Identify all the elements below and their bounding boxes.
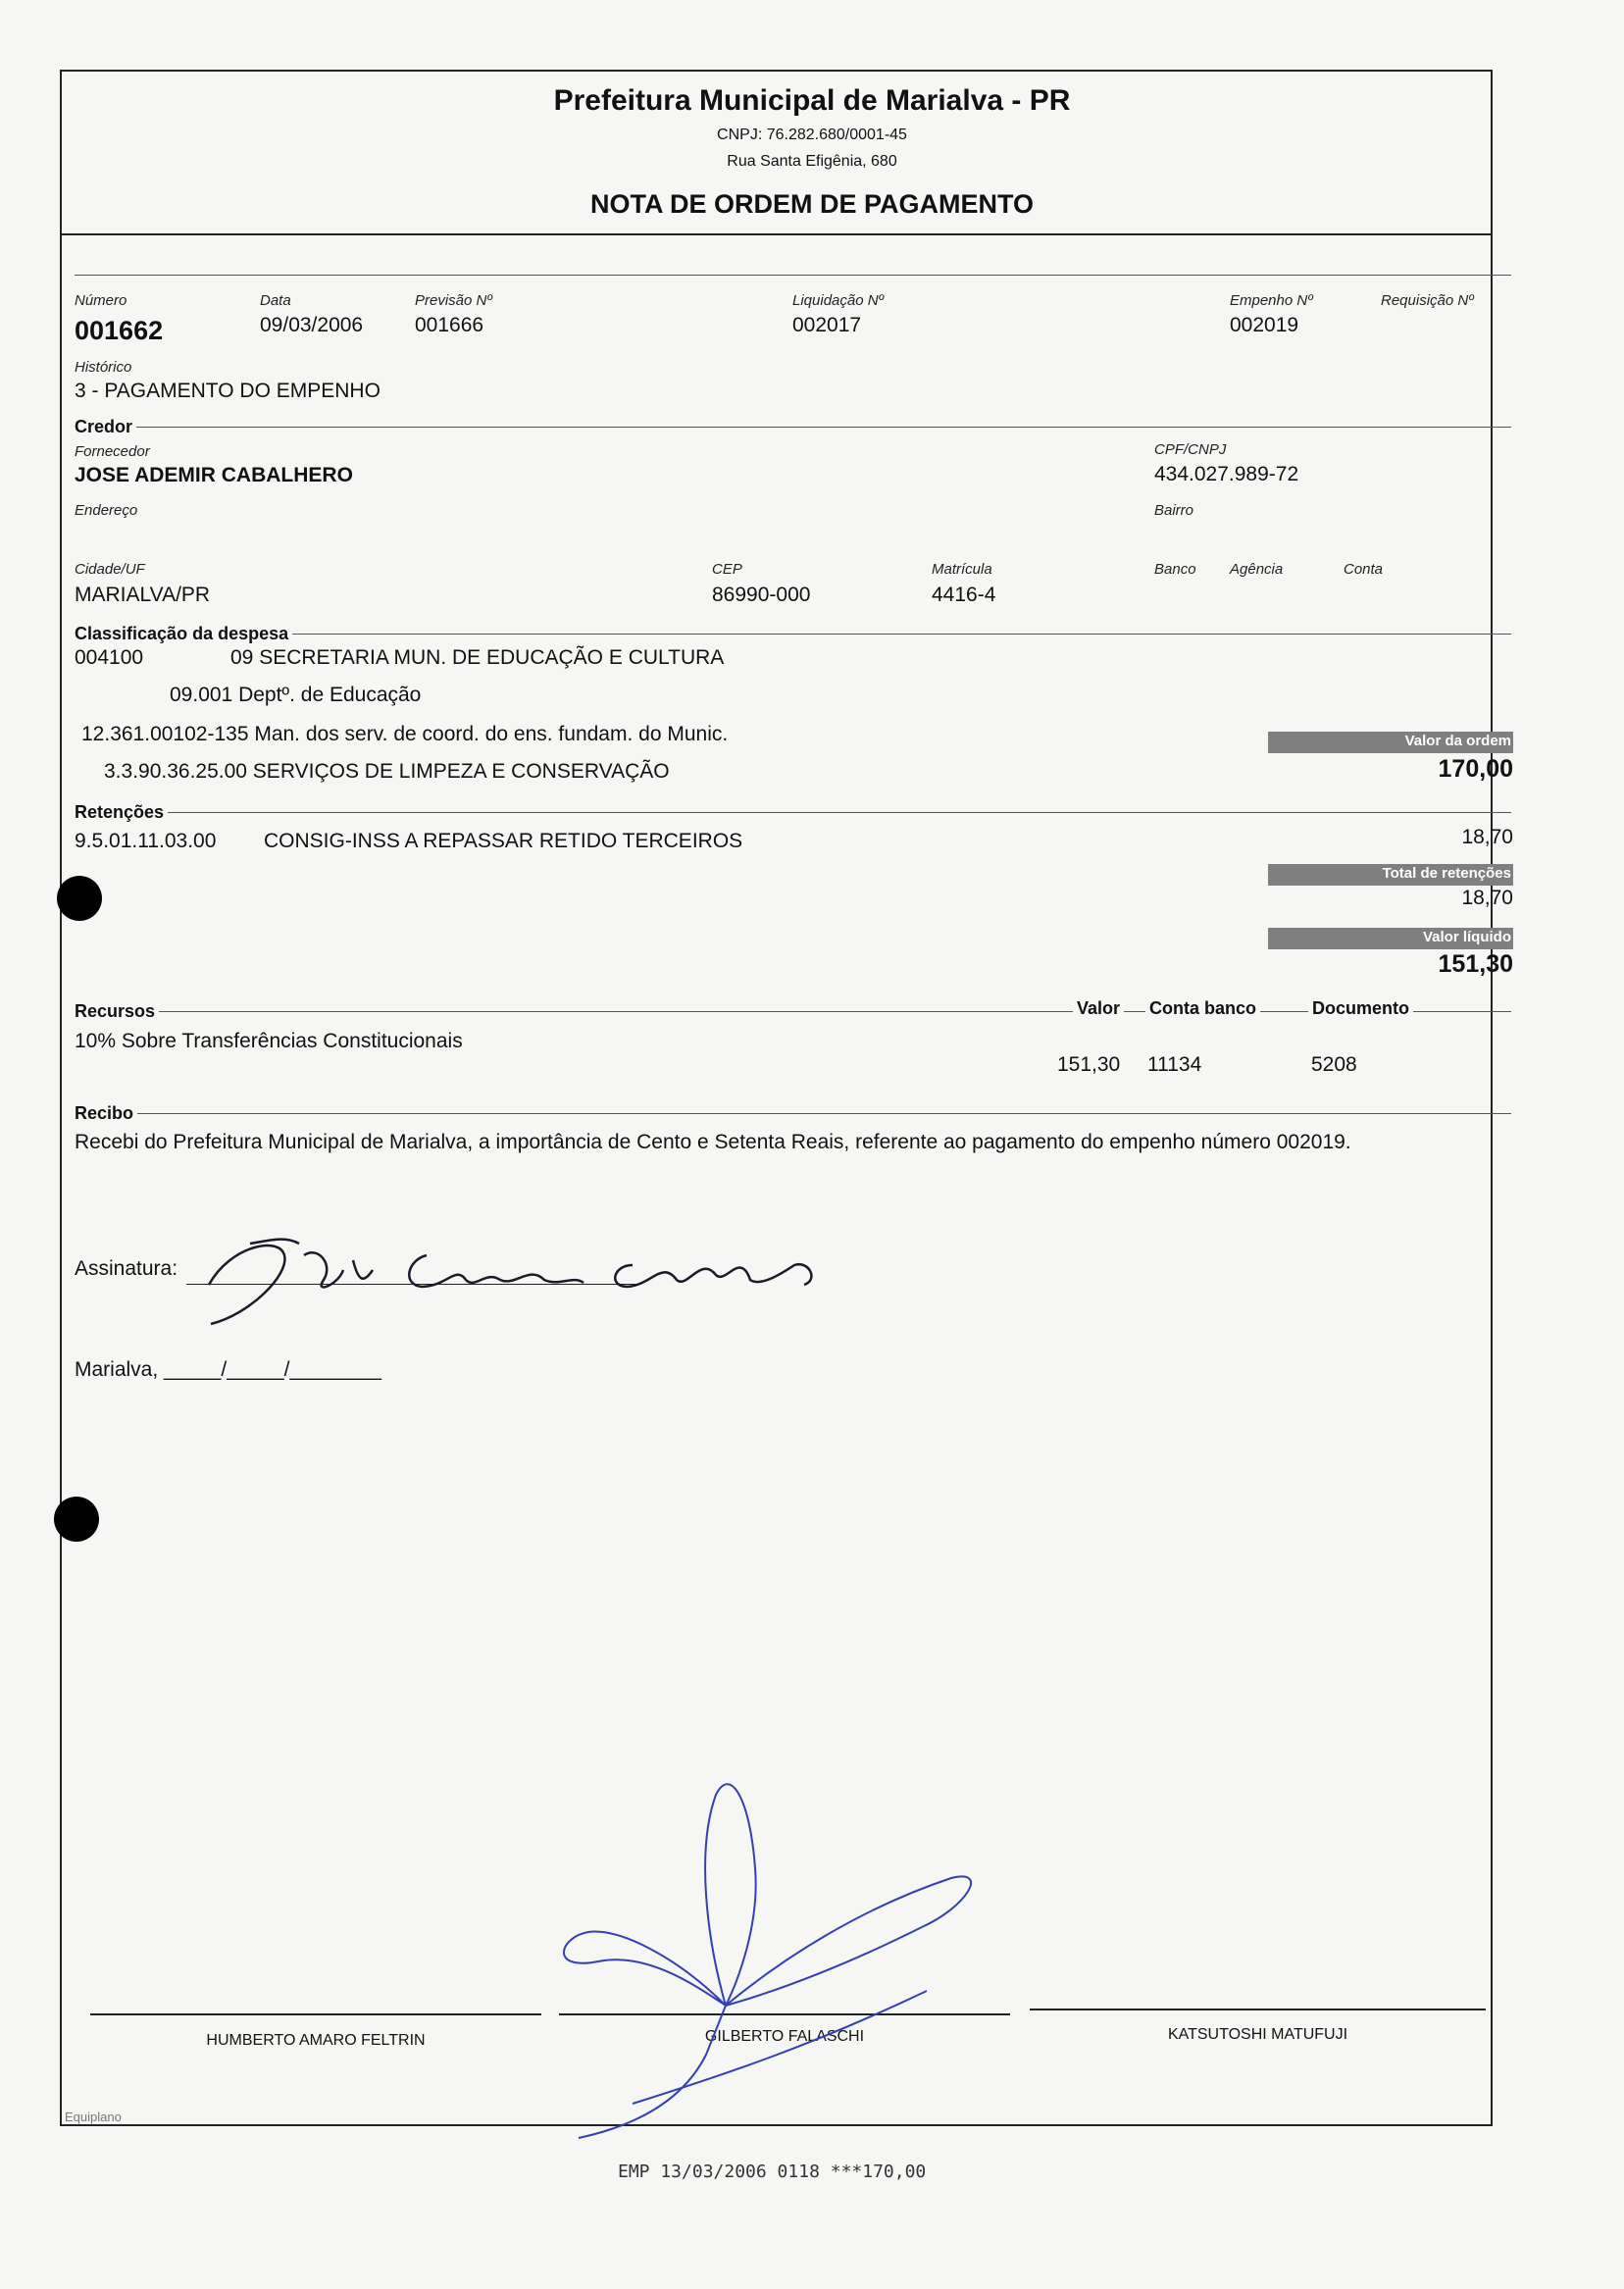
valor-ordem-label: Valor da ordem xyxy=(1404,733,1511,749)
recursos-documento: 5208 xyxy=(1311,1053,1357,1076)
recibo-text: Recebi do Prefeitura Municipal de Marialva, a importância de Cento e Setenta Reais, referente ao pagamento do empenho número 002019. xyxy=(75,1131,1351,1153)
fornecedor-label: Fornecedor xyxy=(75,443,150,460)
signatory-3: KATSUTOSHI MATUFUJI xyxy=(1167,2026,1348,2043)
punch-hole-top xyxy=(57,876,102,921)
payment-stamp: EMP 13/03/2006 0118 ***170,00 xyxy=(618,2162,927,2182)
empenho-value: 002019 xyxy=(1230,314,1299,336)
recibo-section: Recibo xyxy=(75,1103,137,1124)
recursos-desc: 10% Sobre Transferências Constitucionais xyxy=(75,1030,463,1052)
cep-value: 86990-000 xyxy=(712,584,811,606)
valor-liquido-label: Valor líquido xyxy=(1422,929,1511,945)
valor-ordem-value: 170,00 xyxy=(1438,755,1513,783)
matricula-label: Matrícula xyxy=(932,561,992,578)
total-retencoes-value: 18,70 xyxy=(1461,887,1513,909)
recibo-divider xyxy=(75,1113,1511,1114)
org-name: 09 SECRETARIA MUN. DE EDUCAÇÃO E CULTURA xyxy=(230,646,725,669)
conta-label: Conta xyxy=(1344,561,1384,578)
cep-label: CEP xyxy=(712,561,742,578)
numero-value: 001662 xyxy=(75,316,164,345)
recursos-valor: 151,30 xyxy=(1057,1053,1121,1076)
banco-label: Banco xyxy=(1154,561,1196,578)
retencoes-section: Retenções xyxy=(75,802,168,823)
previsao-label: Previsão Nº xyxy=(415,292,492,309)
header-divider xyxy=(60,233,1491,235)
org-code: 004100 xyxy=(75,646,144,669)
numero-label: Número xyxy=(75,292,127,309)
requisicao-label: Requisição Nº xyxy=(1381,292,1474,309)
address: Rua Santa Efigênia, 680 xyxy=(727,153,897,170)
recursos-conta: 11134 xyxy=(1147,1053,1202,1076)
cidade-label: Cidade/UF xyxy=(75,561,145,578)
liquidacao-label: Liquidação Nº xyxy=(792,292,885,309)
signature-line-3 xyxy=(1030,2009,1486,2010)
signatory-2: GILBERTO FALASCHI xyxy=(704,2028,865,2045)
retencao-code: 9.5.01.11.03.00 xyxy=(75,830,217,852)
historico-value: 3 - PAGAMENTO DO EMPENHO xyxy=(75,380,381,402)
document-title: NOTA DE ORDEM DE PAGAMENTO xyxy=(589,189,1034,219)
assinatura-label: Assinatura: xyxy=(75,1257,178,1280)
total-retencoes-bar xyxy=(1268,864,1513,886)
empenho-label: Empenho Nº xyxy=(1230,292,1313,309)
retencoes-divider xyxy=(75,812,1511,813)
cidade-value: MARIALVA/PR xyxy=(75,584,211,606)
signature-line-1 xyxy=(90,2013,541,2015)
matricula-value: 4416-4 xyxy=(932,584,996,606)
signatory-1: HUMBERTO AMARO FELTRIN xyxy=(206,2032,426,2049)
valor-liquido-value: 151,30 xyxy=(1438,950,1513,978)
liquidacao-value: 002017 xyxy=(792,314,862,336)
recursos-documento-header: Documento xyxy=(1308,998,1413,1019)
credor-section: Credor xyxy=(75,417,136,437)
recursos-section: Recursos xyxy=(75,1001,159,1022)
historico-label: Histórico xyxy=(75,359,132,376)
date-line: Marialva, _____/_____/________ xyxy=(75,1358,381,1381)
unit-line: 09.001 Deptº. de Educação xyxy=(170,684,422,706)
program-line: 12.361.00102-135 Man. dos serv. de coord. do ens. fundam. do Munic. xyxy=(81,723,729,745)
agencia-label: Agência xyxy=(1230,561,1284,578)
total-retencoes-label: Total de retenções xyxy=(1382,865,1511,882)
recursos-divider xyxy=(75,1011,1511,1012)
classificacao-section: Classificação da despesa xyxy=(75,624,292,644)
credor-divider xyxy=(75,427,1511,428)
valor-liquido-bar xyxy=(1268,928,1513,949)
cpf-label: CPF/CNPJ xyxy=(1154,441,1227,458)
blue-signature xyxy=(530,1760,1000,2143)
data-label: Data xyxy=(260,292,291,309)
valor-ordem-bar xyxy=(1268,732,1513,753)
cnpj: CNPJ: 76.282.680/0001-45 xyxy=(717,127,907,143)
order-divider xyxy=(75,275,1511,276)
previsao-value: 001666 xyxy=(415,314,484,336)
recibo-signature xyxy=(191,1226,956,1334)
software-credit: Equiplano xyxy=(65,2110,122,2124)
municipality-title: Prefeitura Municipal de Marialva - PR xyxy=(553,84,1071,117)
retencao-desc: CONSIG-INSS A REPASSAR RETIDO TERCEIROS xyxy=(264,830,743,852)
element-line: 3.3.90.36.25.00 SERVIÇOS DE LIMPEZA E CONSERVAÇÃO xyxy=(104,760,670,783)
data-value: 09/03/2006 xyxy=(260,314,364,336)
retencao-amount: 18,70 xyxy=(1461,826,1513,848)
fornecedor-value: JOSE ADEMIR CABALHERO xyxy=(75,464,353,486)
cpf-value: 434.027.989-72 xyxy=(1154,463,1299,485)
bairro-label: Bairro xyxy=(1154,502,1194,519)
recursos-valor-header: Valor xyxy=(1073,998,1124,1019)
punch-hole-bottom xyxy=(54,1497,99,1542)
endereco-label: Endereço xyxy=(75,502,138,519)
recursos-conta-header: Conta banco xyxy=(1145,998,1260,1019)
